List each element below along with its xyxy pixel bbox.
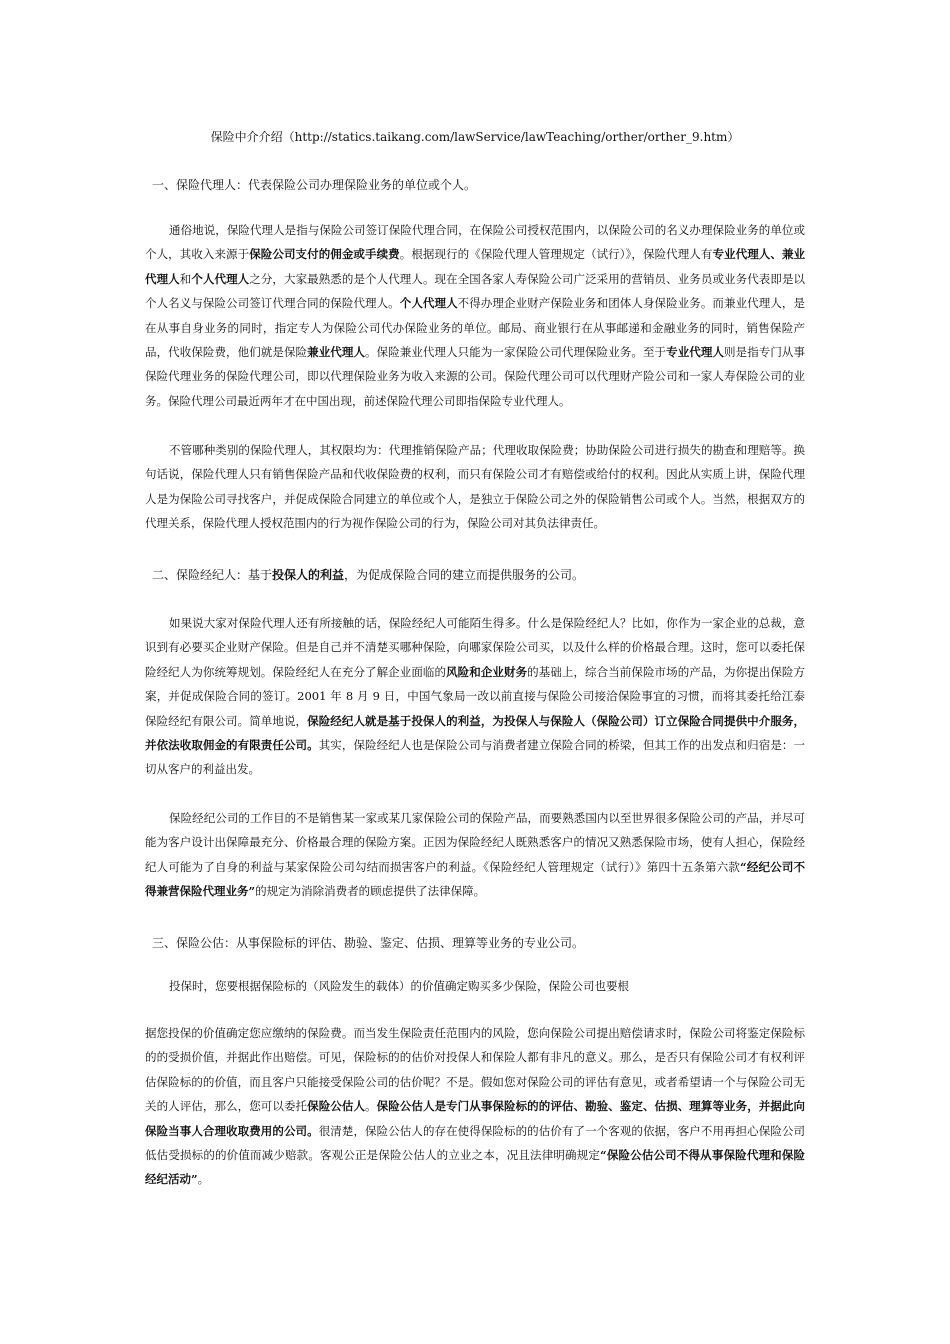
section-heading-assessor (152, 934, 584, 952)
bold-text-run: “经纪公司不得兼营保险代理业务” (145, 859, 805, 899)
bold-text-run: 投保人的利益 (272, 568, 345, 582)
text-run: 其实，保险经纪人也是保险公司与消费者建立保险合同的桥梁，但其工作的出发点和归宿是：一切从客户的利益出发。 (145, 738, 806, 777)
text-run: 的规定为消除消费者的顾虑提供了法律保障。 (255, 884, 486, 899)
paragraph-agent-authority (145, 438, 805, 536)
text-run: 三、保险公估：从事保险标的评估、勘验、鉴定、估损、理算等业务的专业公司。 (152, 936, 585, 950)
text-run: 保险经纪公司的工作目的不是销售某一家或某几家保险公司的保险产品，而要熟悉国内以至世界很多保险公司的产品，并尽可能为客户设计出保障最充分、价格最合理的保险方案。正因为保险经纪人既熟悉客户的情况又熟悉保险市场，使有人担心，保险经纪人可能为了自身的利益与某家保险公司勾结而损害客户的利益。《保险经纪人管理规定（试行）》第四十五条第六款 (145, 811, 805, 874)
bold-text-run: 专业代理人、兼业代理人 (145, 247, 806, 286)
bold-text-run: 专业代理人 (666, 345, 725, 360)
bold-text-run: 个人代理人 (191, 271, 250, 286)
text-run: 。 (365, 1099, 377, 1114)
text-run: 和 (179, 271, 192, 286)
text-run: 据您投保的价值确定您应缴纳的保险费。而当发生保险责任范围内的风险，您向保险公司提出赔偿请求时，保险公司将鉴定保险标的的受损价值，并据此作出赔偿。可见，保险标的的估价对投保人和保险人都有非凡的意义。那么，是否只有保险公司才有权利评估保险标的的价值，而且客户只能接受保险公司的估价呢？不是。假如您对保险公司的评估有意见，或者希望请一个与保险公司无关的人评估，那么，您可以委托 (145, 1026, 805, 1114)
paragraph-assessor-intro (145, 974, 805, 998)
text-run: ，为促成保险合同的建立而提供服务的公司。 (344, 568, 585, 582)
bold-text-run: 个人代理人 (399, 296, 458, 311)
text-run: 二、保险经纪人：基于 (152, 568, 273, 582)
text-run: 。根据现行的《保险代理人管理规定（试行）》，保险代理人有 (399, 247, 713, 262)
text-run: 之分，大家最熟悉的是个人代理人。现在全国各家人寿保险公司广泛采用的营销员、业务员或业务代表即是以个人名义与保险公司签订代理合同的保险代理人。 (145, 271, 806, 311)
bold-text-run: 保险经纪人就是基于投保人的利益，为投保人与保险人（保险公司）订立保险合同提供中介服务，并依法收取佣金的有限责任公司。 (145, 713, 805, 753)
paragraph-agent-definition (145, 218, 805, 413)
text-run: 很清楚，保险公估人的存在使得保险标的的估价有了一个客观的依据，客户不用再担心保险公司低估受损标的的价值而减少赔款。客观公正是保险公估人的立业之本，况且法律明确规定 (145, 1123, 806, 1163)
bold-text-run: 保险公估人 (307, 1099, 366, 1114)
text-run: 。保险兼业代理人只能为一家保险公司代理保险业务。至于 (365, 345, 667, 360)
bold-text-run: 保险公估人是专门从事保险标的的评估、勘验、鉴定、估损、理算等业务，并据此向保险当事人合理收取费用的公司。 (145, 1099, 806, 1138)
section-heading-agent (152, 176, 476, 194)
section-heading-broker (152, 566, 584, 584)
document-title: 保险中介介绍（http://statics.taikang.com/lawService/lawTeaching/orther/orther_9.htm） (210, 130, 740, 144)
text-run: 投保时，您要根据保险标的（风险发生的载体）的价值确定购买多少保险，保险公司也要根 (169, 979, 629, 993)
text-run: 通俗地说，保险代理人是指与保险公司签订保险代理合同，在保险公司授权范围内，以保险公司的名义办理保险业务的单位或个人，其收入来源于 (145, 223, 805, 262)
bold-text-run: 风险和企业财务 (446, 664, 528, 679)
text-run: 不得办理企业财产保险业务和团体人身保险业务。而兼业代理人，是在从事自身业务的同时，指定专人为保险公司代办保险业务的单位。邮局、商业银行在从事邮递和金融业务的同时，销售保险产品，代收保险费，他们就是保险 (145, 296, 805, 360)
bold-text-run: “保险公估公司不得从事保险代理和保险经纪活动” (145, 1148, 805, 1187)
text-run: 。 (197, 1172, 210, 1187)
text-run: 则是指专门从事保险代理业务的保险代理公司，即以代理保险业务为收入来源的公司。保险代理公司可以代理财产险公司和一家人寿保险公司的业务。保险代理公司最近两年才在中国出现，前述保险代理公司即指保险专业代理人。 (145, 345, 806, 408)
paragraph-broker-definition (145, 611, 805, 782)
text-run: 如果说大家对保险代理人还有所接触的话，保险经纪人可能陌生得多。什么是保险经纪人？比如，你作为一家企业的总裁，意识到有必要买企业财产保险。但是自己并不清楚买哪种保险，向哪家保险公司买，以及什么样的价格最合理。这时，您可以委托保险经纪人为你统筹规划。保险经纪人在充分了解企业面临的 (145, 616, 805, 679)
text-run: 一、保险代理人：代表保险公司办理保险业务的单位或个人。 (152, 178, 477, 192)
bold-text-run: 兼业代理人 (307, 345, 366, 360)
paragraph-broker-purpose (145, 806, 805, 904)
text-run: 不管哪种类别的保险代理人，其权限均为：代理推销保险产品；代理收取保险费；协助保险公司进行损失的勘查和理赔等。换句话说，保险代理人只有销售保险产品和代收保险费的权利，而只有保险公司才有赔偿或给付的权利。因此从实质上讲，保险代理人是为保险公司寻找客户，并促成保险合同建立的单位或个人，是独立于保险公司之外的保险销售公司或个人。当然，根据双方的代理关系，保险代理人授权范围内的行为视作保险公司的行为，保险公司对其负法律责任。 (145, 443, 805, 531)
bold-text-run: 保险公司支付的佣金或手续费 (249, 247, 400, 262)
text-run: 的基础上，综合当前保险市场的产品，为你提出保险方案，并促成保险合同的签订。2001 年 8 月 9 日，中国气象局一改以前直接与保险公司接洽保险事宜的习惯，而将其委托给江泰保险经纪有限公司。简单地说， (145, 664, 806, 728)
paragraph-assessor-definition (145, 1021, 805, 1192)
